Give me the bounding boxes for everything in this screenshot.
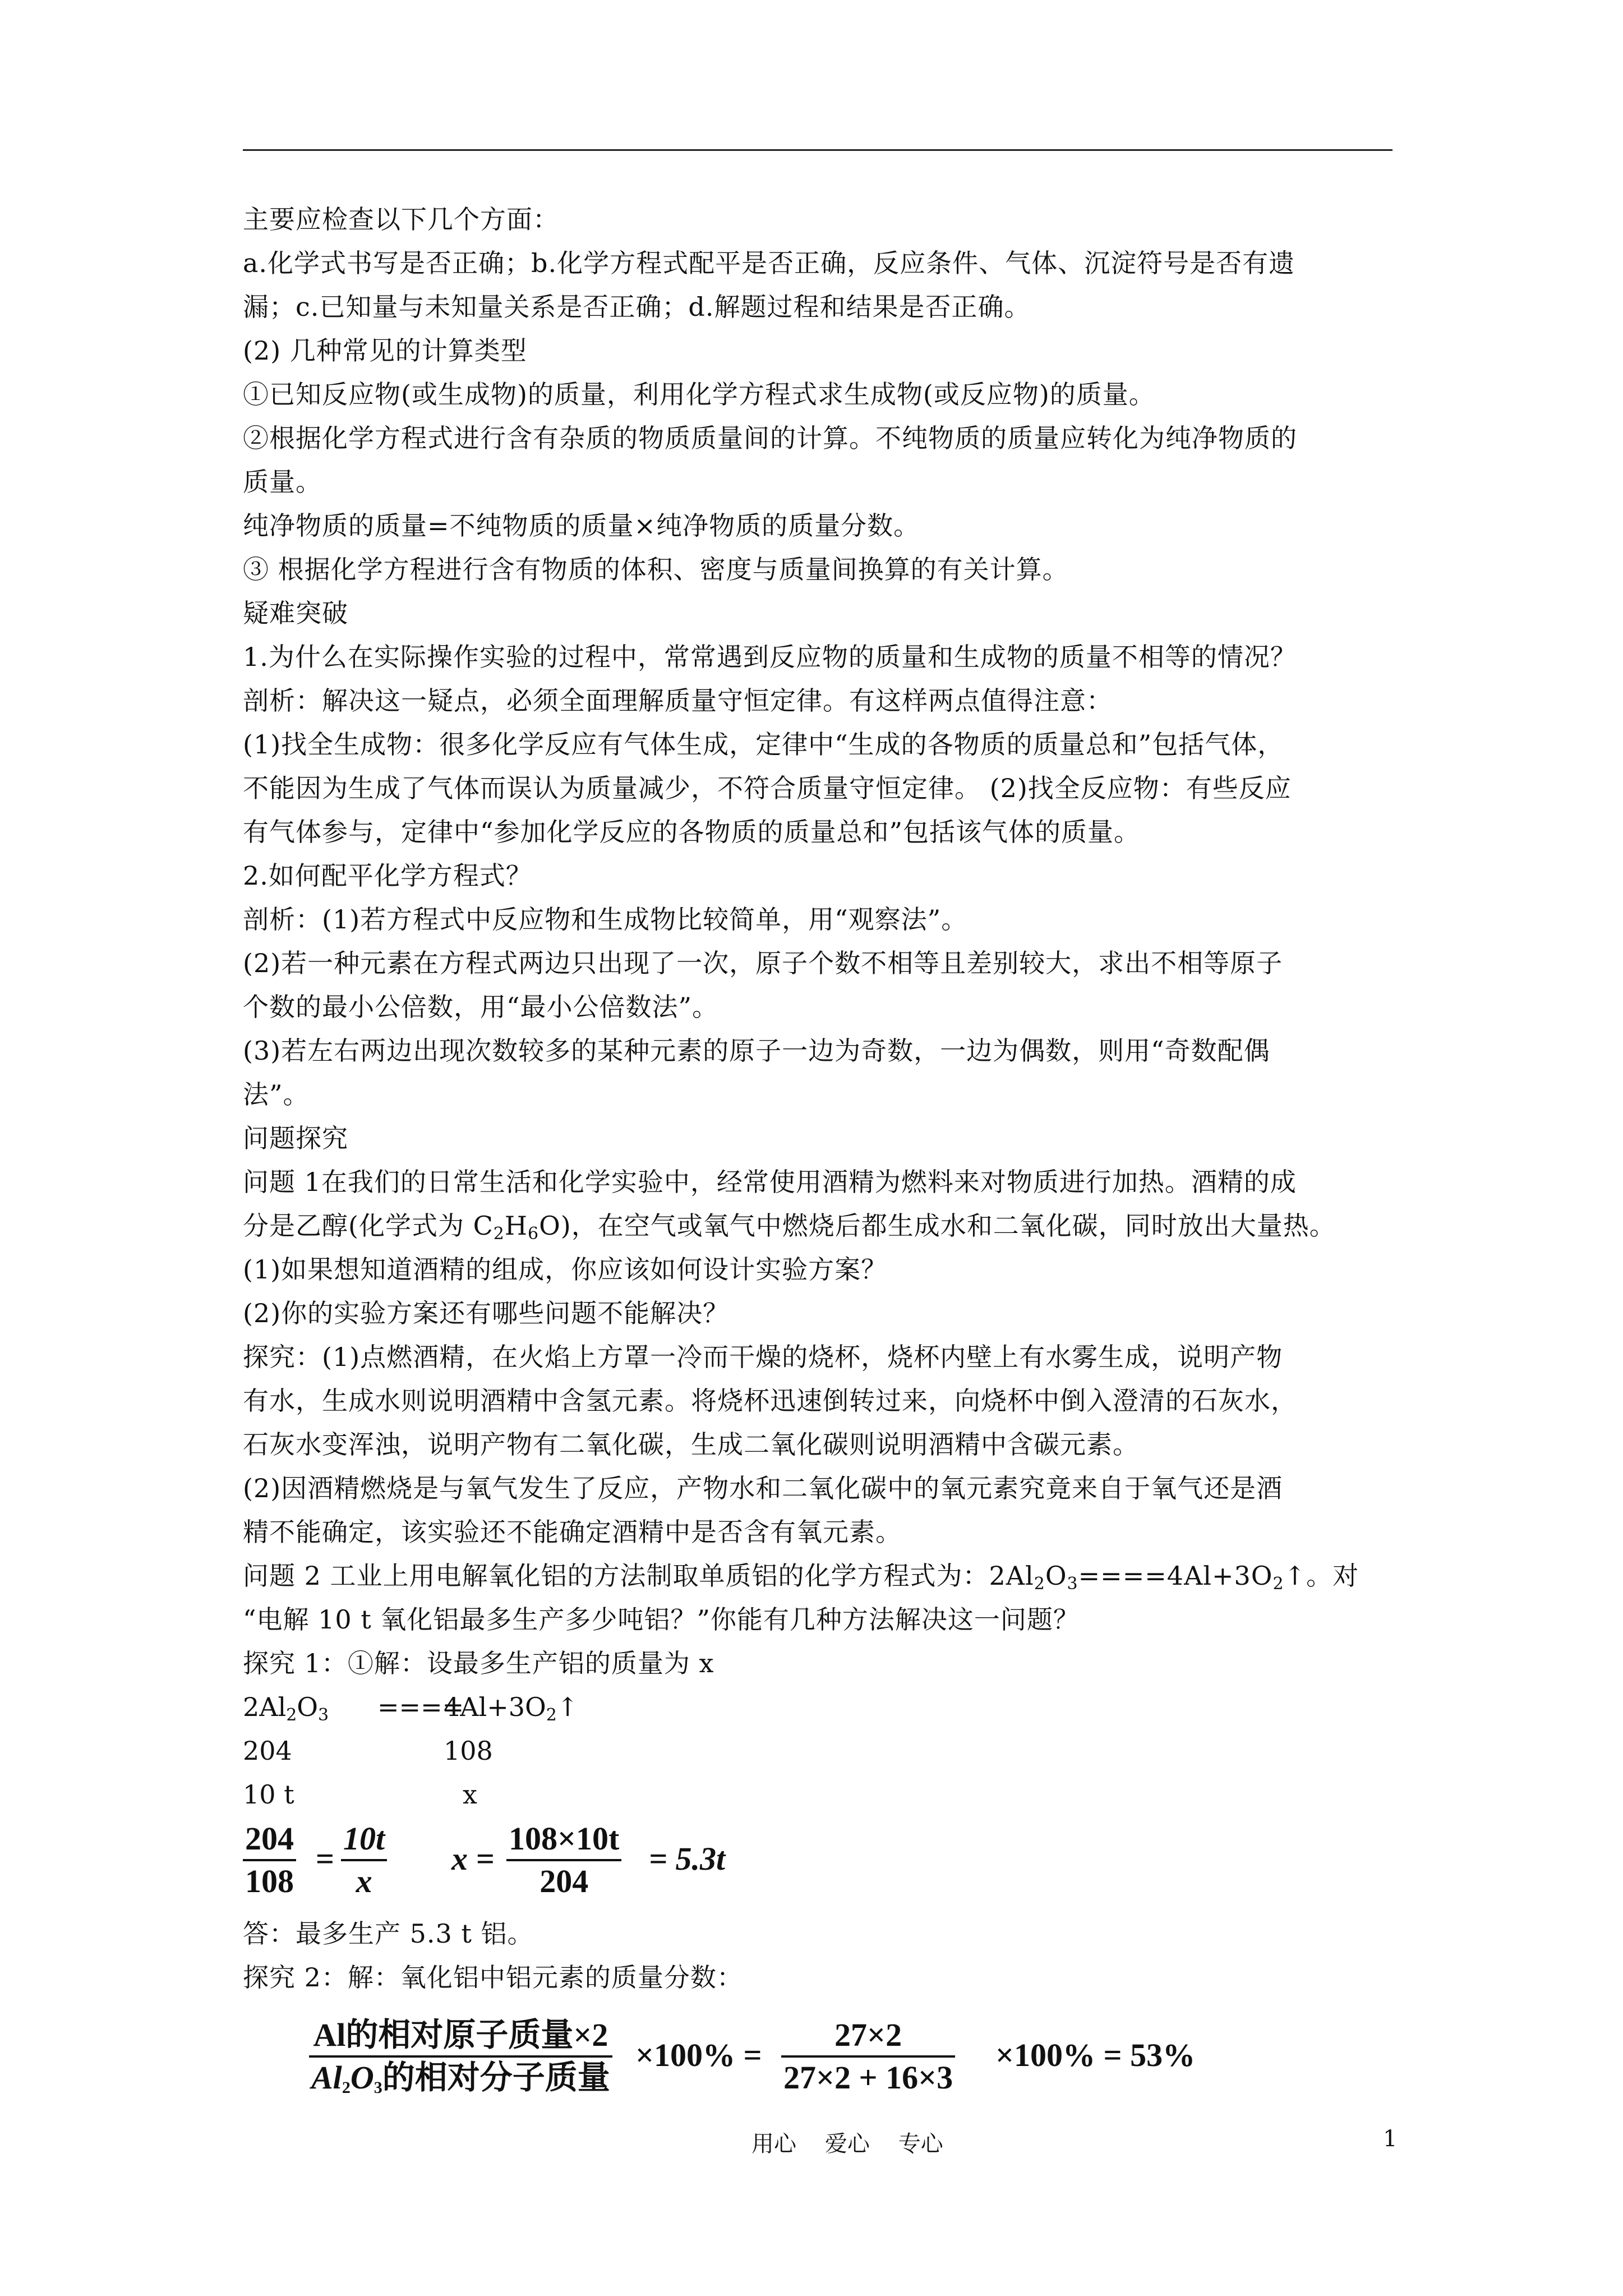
document-body [243, 197, 1393, 2128]
problem1-line: 问题 1在我们的日常生活和化学实验中，经常使用酒精为燃料来对物质进行加热。酒精的成 [243, 1167, 1297, 1197]
problem1-line: 分是乙醇(化学式为 $C_2H_6O$)，在空气或氧气中燃烧后都生成水和二氧化碳，同时放出大量热。 [243, 1211, 1336, 1244]
answer-line: 石灰水变浑浊，说明产物有二氧化碳，生成二氧化碳则说明酒精中含碳元素。 [243, 1429, 1139, 1460]
answer-line: 有水，生成水则说明酒精中含氢元素。将烧杯迅速倒转过来，向烧杯中倒入澄清的石灰水， [243, 1386, 1297, 1416]
text-line: 有气体参与，定律中“参加化学反应的各物质的质量总和”包括该气体的质量。 [243, 817, 1141, 847]
text-line: 纯净物质的质量=不纯物质的质量×纯净物质的质量分数。 [243, 510, 920, 541]
given-row [243, 1773, 1393, 1816]
text-line: 2.如何配平化学方程式？ [243, 861, 532, 891]
footer-motto: 用心 爱心 专心 [751, 2131, 943, 2157]
section-heading: 疑难突破 [243, 598, 348, 628]
relative-mass-row [243, 1729, 1393, 1773]
question-line: (1)如果想知道酒精的组成，你应该如何设计实验方案？ [243, 1254, 888, 1285]
equation-right: $4Al+3O_2↑$ [444, 1692, 579, 1725]
header-rule [243, 149, 1393, 151]
text-line: 剖析：(1)若方程式中反应物和生成物比较简单，用“观察法”。 [243, 904, 968, 935]
equation-arrow: ==== [377, 1692, 464, 1722]
mass-left: 204 [243, 1736, 292, 1766]
text-line: 主要应检查以下几个方面： [243, 204, 559, 234]
result: = 5.3t [649, 1841, 726, 1877]
mass-right: 108 [444, 1736, 493, 1766]
question-line: (2)你的实验方案还有哪些问题不能解决？ [243, 1298, 730, 1328]
text-line: 1.为什么在实际操作实验的过程中，常常遇到反应物的质量和生成物的质量不相等的情况？ [243, 642, 1297, 672]
answer-line: (2)因酒精燃烧是与氧气发生了反应，产物水和二氧化碳中的氧元素究竟来自于氧气还是酒 [243, 1473, 1283, 1503]
section-heading: (2) 几种常见的计算类型 [243, 335, 527, 366]
mass-fraction-equation [243, 1999, 1393, 2128]
fraction: 204 108 [243, 1819, 296, 1902]
problem2-line: “电解 10 t 氧化铝最多生产多少吨铝？”你能有几种方法解决这一问题？ [243, 1604, 1080, 1635]
percent-operator: ×100% = [635, 2037, 762, 2073]
given-left: 10 t [243, 1779, 294, 1810]
text-line: (3)若左右两边出现次数较多的某种元素的原子一边为奇数，一边为偶数，则用“奇数配偶 [243, 1036, 1270, 1066]
text-line: 剖析：解决这一疑点，必须全面理解质量守恒定律。有这样两点值得注意： [243, 685, 1113, 716]
answer-line: 探究：(1)点燃酒精，在火焰上方罩一冷而干燥的烧杯，烧杯内壁上有水雾生成，说明产物 [243, 1342, 1283, 1372]
percent-result: ×100% = 53% [995, 2037, 1196, 2073]
chemical-equation [243, 1685, 1393, 1729]
answer-line: 答：最多生产 5.3 t 铝。 [243, 1918, 534, 1949]
text-line: 漏；c.已知量与未知量关系是否正确；d.解题过程和结果是否正确。 [243, 292, 1031, 322]
text-line: ③ 根据化学方程进行含有物质的体积、密度与质量间换算的有关计算。 [243, 554, 1069, 585]
solution-heading: 探究 2：解：氧化铝中铝元素的质量分数： [243, 1962, 743, 1993]
text-line: a.化学式书写是否正确；b.化学方程式配平是否正确，反应条件、气体、沉淀符号是否有遗 [243, 248, 1295, 278]
equals-sign: = [316, 1841, 335, 1877]
text-line: 法”。 [243, 1079, 310, 1110]
fraction: 10t x [341, 1819, 387, 1902]
text-line: (1)找全生成物：很多化学反应有气体生成，定律中“生成的各物质的质量总和”包括气体， [243, 729, 1284, 760]
text-line: ②根据化学方程式进行含有杂质的物质质量间的计算。不纯物质的质量应转化为纯净物质的 [243, 423, 1297, 453]
fraction: Al的相对原子质量×2 $Al_2O_3$的相对分子质量 [309, 2015, 612, 2108]
section-heading: 问题探究 [243, 1123, 348, 1153]
x-label: x = [451, 1841, 495, 1877]
fraction: 27×2 27×2 + 16×3 [781, 2015, 955, 2098]
text-line: ①已知反应物(或生成物)的质量，利用化学方程式求生成物(或反应物)的质量。 [243, 379, 1155, 409]
given-right: x [463, 1779, 477, 1810]
equation-left: $2Al_2O_3$ [243, 1692, 329, 1725]
text-line: 质量。 [243, 467, 322, 497]
text-line: 个数的最小公倍数，用“最小公倍数法”。 [243, 992, 719, 1022]
problem2-line: 问题 2 工业上用电解氧化铝的方法制取单质铝的化学方程式为：$2Al_2O_3====4Al+3O_2↑$。对 [243, 1561, 1359, 1594]
page-number: 1 [1383, 2126, 1398, 2152]
answer-line: 精不能确定，该实验还不能确定酒精中是否含有氧元素。 [243, 1517, 902, 1547]
text-line: (2)若一种元素在方程式两边只出现了一次，原子个数不相等且差别较大，求出不相等原子 [243, 948, 1283, 978]
solution-heading: 探究 1：①解：设最多生产铝的质量为 x [243, 1648, 714, 1678]
text-line: 不能因为生成了气体而误认为质量减少，不符合质量守恒定律。 (2)找全反应物：有些反应 [243, 773, 1292, 803]
proportion-equation [243, 1816, 1393, 1912]
fraction: 108×10t 204 [506, 1819, 621, 1902]
